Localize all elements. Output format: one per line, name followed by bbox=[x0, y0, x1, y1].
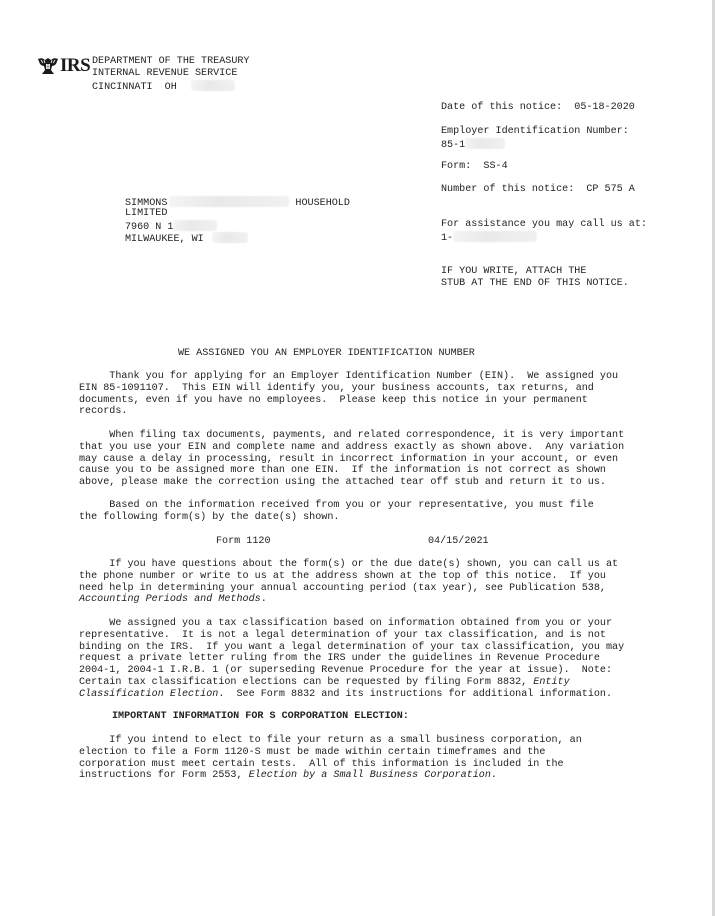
para6-line: election to file a Form 1120-S must be made within certain timeframes and the bbox=[79, 746, 546, 758]
ein-label: Employer Identification Number: bbox=[441, 126, 629, 137]
para5-line: 2004-1, 2004-1 I.R.B. 1 (or superseding Revenue Procedure for the year at issue). Note: bbox=[79, 665, 613, 677]
para1-line: EIN 85-1091107. This EIN will identify you, your business accounts, tax returns, and bbox=[79, 382, 594, 394]
form-due-date: 04/15/2021 bbox=[428, 536, 489, 547]
para5-line: We assigned you a tax classification based on information obtained from you or your bbox=[79, 618, 613, 629]
notice-heading: WE ASSIGNED YOU AN EMPLOYER IDENTIFICATION NUMBER bbox=[178, 348, 475, 359]
para6-line: If you intend to elect to file your return as a small business corporation, an bbox=[79, 735, 582, 746]
publication-title: Accounting Periods and Methods bbox=[79, 594, 261, 606]
write-instruction-2: STUB AT THE END OF THIS NOTICE. bbox=[441, 278, 629, 289]
paragraph-forms-due bbox=[79, 500, 679, 524]
para6-line: corporation must meet certain tests. All of this information is included in the bbox=[79, 758, 564, 770]
notice-form: Form: SS-4 bbox=[441, 161, 508, 172]
form-8832-title: Entity bbox=[533, 676, 570, 688]
para6-line: instructions for Form 2553, Election by a Small Business Corporation. bbox=[79, 770, 497, 782]
s-corp-heading: IMPORTANT INFORMATION FOR S CORPORATION ELECTION: bbox=[112, 711, 409, 722]
para1-line: documents, even if you have no employees. Please keep this notice in your permanent bbox=[79, 394, 588, 406]
ein-value: 85-1 bbox=[441, 138, 505, 152]
redacted-phone bbox=[453, 231, 537, 242]
redacted-street bbox=[173, 220, 217, 231]
para5-line: request a private letter ruling from the IRS under the guidelines in Revenue Procedure bbox=[79, 653, 600, 665]
form-due-form: Form 1120 bbox=[216, 536, 271, 547]
agency-line-2: INTERNAL REVENUE SERVICE bbox=[92, 68, 238, 79]
agency-line-3: CINCINNATI OH bbox=[92, 80, 235, 94]
para2-line: When filing tax documents, payments, and related correspondence, it is very important bbox=[79, 430, 625, 441]
addressee-line-2: LIMITED bbox=[125, 208, 168, 219]
paragraph-classification bbox=[79, 618, 679, 701]
para3-line: the following form(s) by the date(s) shown. bbox=[79, 511, 340, 523]
notice-date: Date of this notice: 05-18-2020 bbox=[441, 102, 635, 113]
para4-line: Accounting Periods and Methods. bbox=[79, 594, 267, 606]
irs-logo-text: IRS bbox=[60, 55, 91, 76]
addressee-city: MILWAUKEE, WI bbox=[125, 232, 248, 246]
para5-line: binding on the IRS. If you want a legal determination of your tax classification, you may bbox=[79, 641, 625, 653]
write-instruction-1: IF YOU WRITE, ATTACH THE bbox=[441, 266, 587, 277]
para1-line: records. bbox=[79, 406, 128, 418]
addressee-street: 7960 N 1 bbox=[125, 220, 217, 234]
form-2553-title: Election by a Small Business Corporation bbox=[248, 770, 491, 782]
paragraph-questions bbox=[79, 559, 679, 606]
para3-line: Based on the information received from you or your representative, you must file bbox=[79, 500, 594, 511]
form-8832-title-cont: Classification Election bbox=[79, 688, 219, 700]
irs-logo bbox=[37, 56, 90, 76]
para1-line: Thank you for applying for an Employer Identification Number (EIN). We assigned you bbox=[79, 371, 619, 382]
paragraph-s-corp bbox=[79, 735, 679, 782]
addressee-name: SIMMONS HOUSEHOLD bbox=[125, 198, 350, 209]
redacted-ein bbox=[465, 138, 505, 149]
redacted-name bbox=[169, 196, 289, 207]
para5-line: representative. It is not a legal determination of your tax classification, and is not bbox=[79, 629, 606, 641]
para2-line: may cause a delay in processing, result in incorrect information in your account, or even bbox=[79, 453, 619, 465]
agency-line-1: DEPARTMENT OF THE TREASURY bbox=[92, 56, 250, 67]
irs-eagle-icon bbox=[37, 56, 59, 76]
para2-line: that you use your EIN and complete name and address exactly as shown above. Any variation bbox=[79, 441, 625, 453]
para4-line: If you have questions about the form(s) or the due date(s) shown, you can call us at bbox=[79, 559, 619, 570]
paragraph-filing bbox=[79, 430, 679, 489]
redacted-zip bbox=[191, 80, 235, 91]
para2-line: cause you to be assigned more than one EIN. If the information is not correct as shown bbox=[79, 465, 606, 477]
assistance-label: For assistance you may call us at: bbox=[441, 219, 647, 230]
para4-line: need help in determining your annual accounting period (tax year), see Publication 538, bbox=[79, 582, 606, 594]
para5-line: Certain tax classification elections can be requested by filing Form 8832, Entity bbox=[79, 676, 570, 688]
notice-number: Number of this notice: CP 575 A bbox=[441, 184, 635, 195]
paragraph-thank-you bbox=[79, 371, 679, 418]
assistance-phone: 1- bbox=[441, 231, 537, 245]
para5-line: Classification Election. See Form 8832 and its instructions for additional information. bbox=[79, 688, 613, 700]
para2-line: above, please make the correction using the attached tear off stub and return it to us. bbox=[79, 477, 606, 489]
redacted-zip-addressee bbox=[212, 232, 248, 243]
para4-line: the phone number or write to us at the address shown at the top of this notice. If you bbox=[79, 570, 606, 582]
